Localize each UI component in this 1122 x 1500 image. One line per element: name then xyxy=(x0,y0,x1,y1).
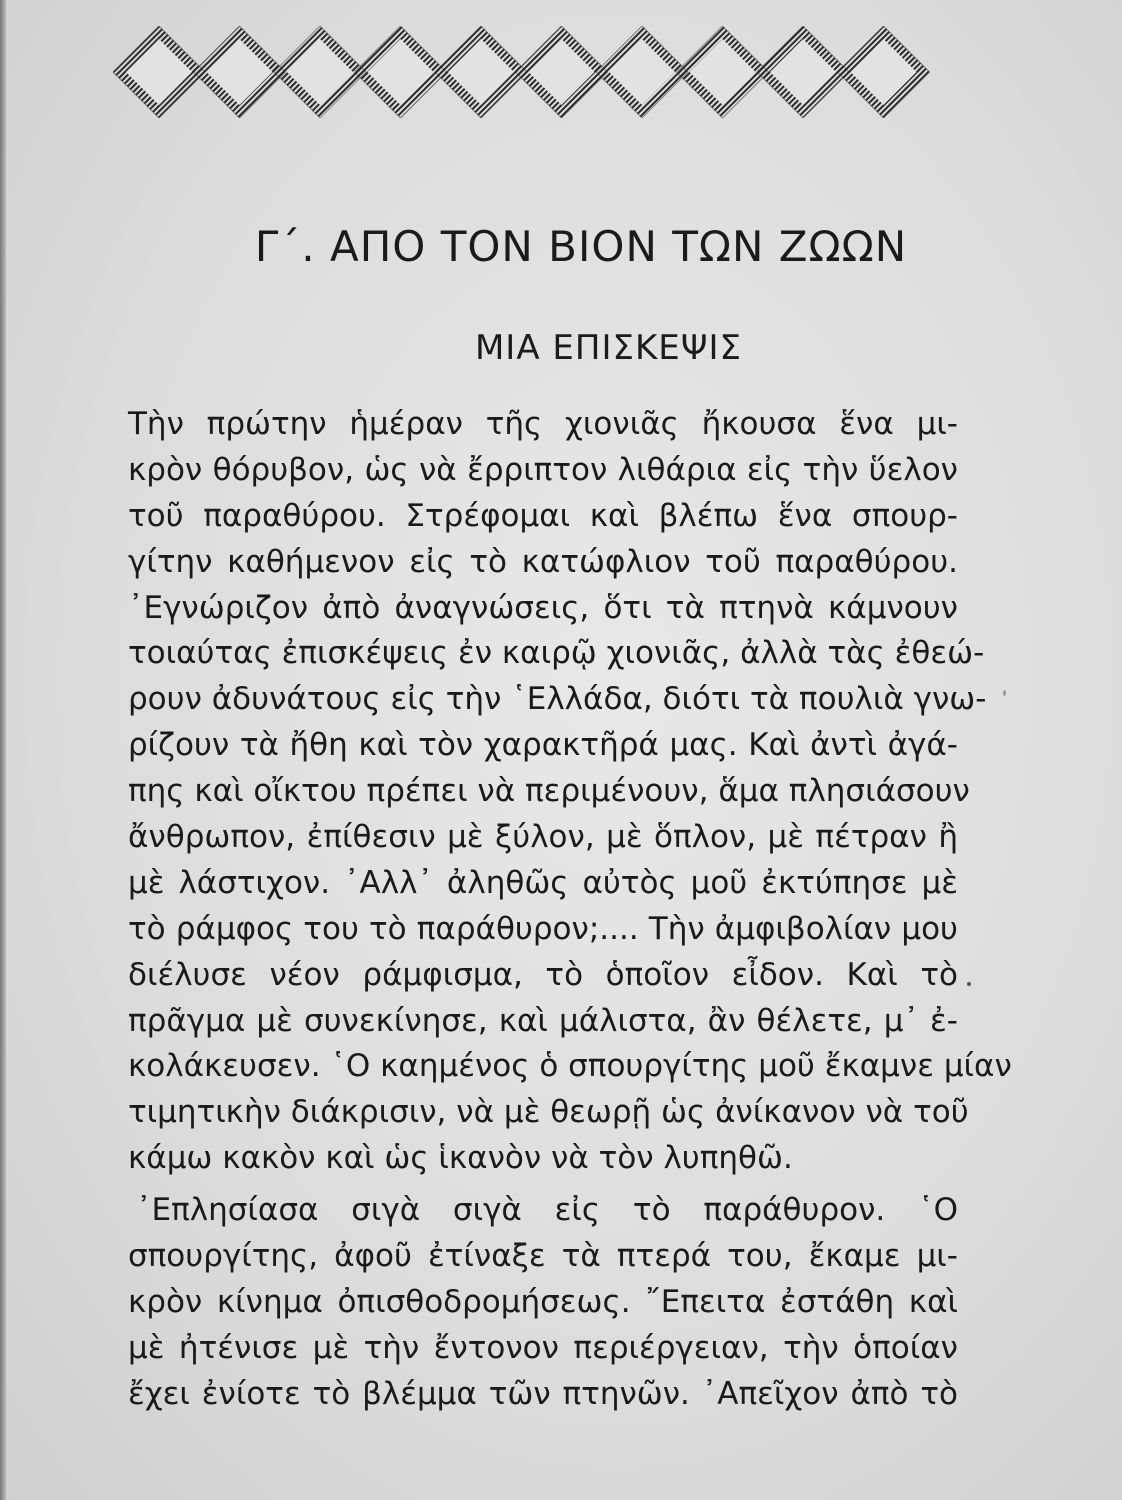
text-line: τοιαύτας ἐπισκέψεις ἐν καιρῷ χιονιᾶς, ἀλλὰ τὰς ἐθεώ- xyxy=(128,635,985,672)
chapter-title: Γ΄. ΑΠΟ ΤΟΝ ΒΙΟΝ ΤΩΝ ΖΩΩΝ xyxy=(254,222,908,271)
text-line: τὸ ράμφος του τὸ παράθυρον;.... Τὴν ἀμφιβολίαν μου xyxy=(128,910,958,947)
text-line: πρᾶγμα μὲ συνεκίνησε, καὶ μάλιστα, ἂν θέλετε, μ᾿ ἐ- xyxy=(128,1002,958,1039)
text-line: ρουν ἀδυνάτους εἰς τὴν ῾Ελλάδα, διότι τὰ πουλιὰ γνω- xyxy=(128,681,987,718)
text-line: ᾿Επλησίασα σιγὰ σιγὰ εἰς τὸ παράθυρον. ῾Ο xyxy=(136,1192,958,1229)
text-line: κρὸν θόρυβον, ὡς νὰ ἔρριπτον λιθάρια εἰς τὴν ὕελον xyxy=(128,451,958,488)
text-line: γίτην καθήμενον εἰς τὸ κατώφλιον τοῦ παραθύρου. xyxy=(128,543,958,580)
text-line: ἄνθρωπον, ἐπίθεσιν μὲ ξύλον, μὲ ὅπλον, μὲ πέτραν ἢ xyxy=(128,819,958,856)
text-line: ᾿Εγνώριζον ἀπὸ ἀναγνώσεις, ὅτι τὰ πτηνὰ κάμνουν xyxy=(128,589,958,626)
text-line: διέλυσε νέον ράμφισμα, τὸ ὁποῖον εἶδον. Καὶ τὸ xyxy=(128,956,958,993)
text-line: σπουργίτης, ἀφοῦ ἐτίναξε τὰ πτερά του, ἔκαμε μι- xyxy=(128,1238,958,1275)
text-line: ἔχει ἐνίοτε τὸ βλέμμα τῶν πτηνῶν. ᾿Απεῖχον ἀπὸ τὸ xyxy=(128,1375,958,1412)
text-line: πης καὶ οἴκτου πρέπει νὰ περιμένουν, ἅμα πλησιάσουν xyxy=(128,773,970,810)
paper-speck xyxy=(1003,690,1006,696)
text-line: μὲ λάστιχον. ᾿Αλλ᾿ ἀληθῶς αὐτὸς μοῦ ἐκτύπησε μὲ xyxy=(128,864,958,901)
text-line: κολάκευσεν. ῾Ο καημένος ὁ σπουργίτης μοῦ ἔκαμνε μίαν xyxy=(128,1048,1012,1085)
body-text xyxy=(128,402,1012,1418)
text-line: μὲ ἠτένισε μὲ τὴν ἔντονον περιέργειαν, τὴν ὁποίαν xyxy=(128,1329,958,1366)
diamond-chain-ornament-icon xyxy=(113,26,943,118)
text-line: κρὸν κίνημα ὀπισθοδρομήσεως. ῎Επειτα ἐστάθη καὶ xyxy=(128,1283,958,1320)
paragraph-1 xyxy=(128,402,1012,1182)
text-line: τιμητικὴν διάκρισιν, νὰ μὲ θεωρῇ ὡς ἀνίκανον νὰ τοῦ xyxy=(128,1094,969,1131)
paper-speck xyxy=(967,982,971,986)
text-line: ρίζουν τὰ ἤθη καὶ τὸν χαρακτῆρά μας. Καὶ ἀντὶ ἀγά- xyxy=(128,727,958,764)
text-line: τοῦ παραθύρου. Στρέφομαι καὶ βλέπω ἕνα σπουρ- xyxy=(128,497,958,534)
text-line: κάμω κακὸν καὶ ὡς ἱκανὸν νὰ τὸν λυπηθῶ. xyxy=(128,1140,793,1177)
section-title: ΜΙΑ ΕΠΙΣΚΕΨΙΣ xyxy=(474,328,743,368)
text-line: Τὴν πρώτην ἡμέραν τῆς χιονιᾶς ἤκουσα ἕνα μι- xyxy=(128,406,958,442)
paragraph-2 xyxy=(128,1188,958,1417)
